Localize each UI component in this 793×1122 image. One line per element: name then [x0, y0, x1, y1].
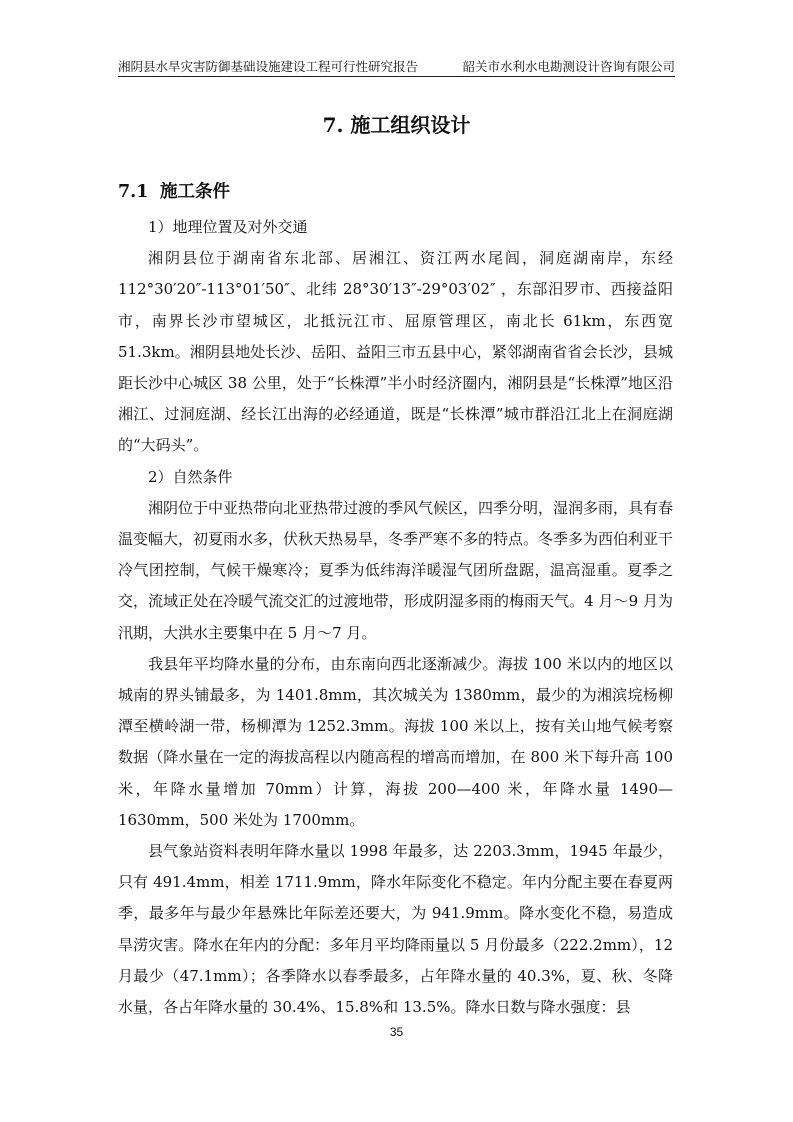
section-heading: [118, 178, 230, 206]
section-number: 7.1: [118, 182, 149, 202]
header-company-name: 韶关市水利水电勘测设计咨询有限公司: [462, 59, 675, 74]
paragraph-precipitation-distribution: 我县年平均降水量的分布，由东南向西北逐渐减少。海拔 100 米以内的地区以城南的界头铺最多，为 1401.8mm，其次城关为 1380mm，最少的为湘滨垸杨柳潭至横岭湖一带，杨柳潭为 1252.3mm。海拔 100 米以上，按有关山地气候考察数据（降水量在一定的海拔高程以内随高程的增高而增加，在 800 米下每升高 100 米，年降水量增加 70mm）计算，海拔 200—400 米，年降水量 1490—1630mm，500 米处为 1700mm。: [118, 654, 673, 829]
header-divider: [118, 76, 675, 77]
page-header: [118, 55, 675, 75]
chapter-title: 7. 施工组织设计: [322, 113, 471, 137]
header-report-title: 湘阴县水旱灾害防御基础设施建设工程可行性研究报告: [118, 59, 419, 74]
subheading-natural: 2）自然条件: [148, 467, 233, 486]
paragraph-location: 湘阴县位于湖南省东北部、居湘江、资江两水尾闾，洞庭湖南岸，东经 112°30′20″-113°01′50″、北纬 28°30′13″-29°03′02″ ，东部汨罗市、西接益阳市，南界长沙市望城区，北抵沅江市、屈原管理区，南北长 61km，东西宽 51.3km。湘阴县地处长沙、岳阳、益阳三市五县中心，紧邻湖南省省会长沙，县城距长沙中心城区 38 公里，处于“长株潭”半小时经济圈内，湘阴县是“长株潭”地区沿湘江、过洞庭湖、经长江出海的必经通道，既是“长株潭”城市群沿江北上在洞庭湖的“大码头”。: [118, 249, 673, 455]
page-number: 35: [389, 1025, 404, 1039]
section-title: 施工条件: [160, 182, 230, 202]
paragraph-climate: 湘阴位于中亚热带向北亚热带过渡的季风气候区，四季分明，湿润多雨，具有春温变幅大，初夏雨水多，伏秋天热易旱，冬季严寒不多的特点。冬季多为西伯利亚干冷气团控制，气候干燥寒冷；夏季为低纬海洋暖湿气团所盘踞，温高湿重。夏季之交，流域正处在冷暖气流交汇的过渡地带，形成阴湿多雨的梅雨天气。4 月～9 月为汛期，大洪水主要集中在 5 月～7 月。: [118, 498, 674, 642]
body-text: [118, 212, 673, 1023]
subheading-location: 1）地理位置及对外交通: [148, 218, 308, 236]
paragraph-precipitation-records: 县气象站资料表明年降水量以 1998 年最多，达 2203.3mm，1945 年最少，只有 491.4mm，相差 1711.9mm，降水年际变化不稳定。年内分配主要在春夏两季，最多年与最少年悬殊比年际差还要大，为 941.9mm。降水变化不稳，易造成旱涝灾害。降水在年内的分配：多年月平均降雨量以 5 月份最多（222.2mm），12 月最少（47.1mm）；各季降水以春季最多，占年降水量的 40.3%，夏、秋、冬降水量，各占年降水量的 30.4%、15.8%和 13.5%。降水日数与降水强度：县: [118, 842, 673, 1017]
